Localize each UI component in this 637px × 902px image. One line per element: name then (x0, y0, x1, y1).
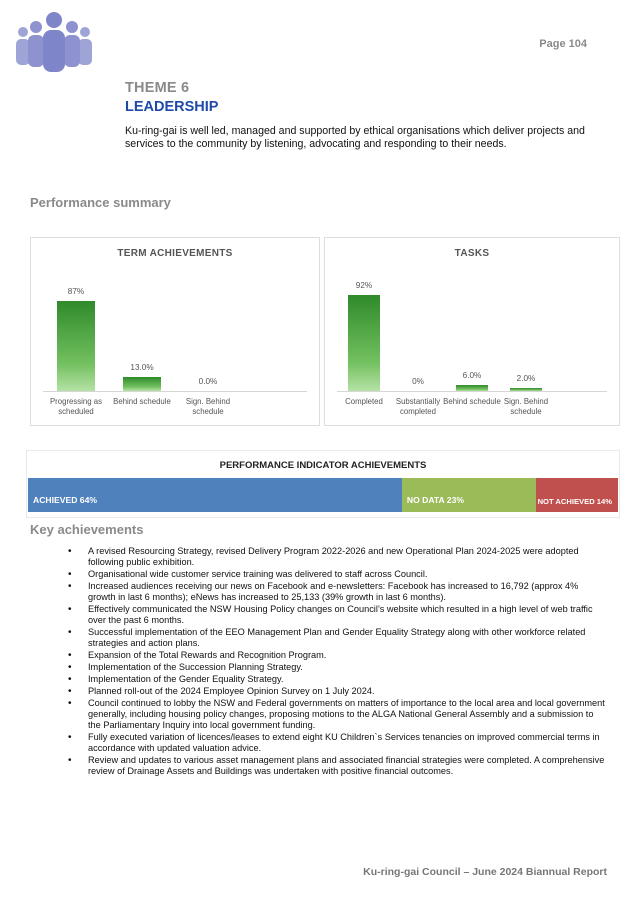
stacked-bar-segment (402, 478, 536, 512)
list-item: • Review and updates to various asset management plans and associated financial strategies were completed. A comprehensive review of Drainage Assets and Buildings was undertaken with positive financial outcomes. (68, 755, 608, 777)
report-footer: Ku-ring-gai Council – June 2024 Biannual Report (363, 866, 607, 878)
list-item: • Expansion of the Total Rewards and Recognition Program. (68, 650, 608, 661)
page-number: Page 104 (539, 38, 587, 50)
data-label: 87% (67, 286, 85, 296)
data-label: 0% (412, 377, 424, 386)
category-label: Progressing as scheduled (49, 397, 102, 416)
list-item: • Council continued to lobby the NSW and Federal governments on matters of importance to the local area and local government generally, including housing policy changes, proposing motions to the ALGA National General Assembly and a submission to the Parliamentary Inquiry into local government funding. (68, 698, 608, 731)
segment-label: NO DATA 23% (406, 495, 464, 505)
category-label: Substantially completed (395, 397, 441, 416)
data-label: 0.0% (198, 377, 218, 386)
chart-title: TASKS (454, 248, 490, 259)
data-label: 6.0% (462, 370, 482, 380)
key-achievements-list (68, 546, 608, 778)
list-item: • Implementation of the Gender Equality Strategy. (68, 674, 608, 685)
segment-label: ACHIEVED 64% (33, 495, 97, 505)
tasks-chart (324, 237, 620, 426)
bar (57, 301, 95, 391)
theme-number: THEME 6 (125, 80, 190, 96)
data-label: 13.0% (130, 363, 154, 373)
bar (348, 295, 380, 391)
data-label: 92% (355, 281, 373, 291)
list-item: • Organisational wide customer service training was delivered to staff across Council. (68, 569, 608, 580)
list-item: • Successful implementation of the EEO Management Plan and Gender Equality Strategy along with other workforce related strategies and action plans. (68, 627, 608, 649)
bar (510, 388, 542, 391)
category-label: Behind schedule (443, 397, 501, 406)
performance-indicator-chart (26, 450, 620, 518)
theme-name: LEADERSHIP (125, 99, 219, 115)
term-achievements-chart (30, 237, 320, 426)
data-label: 2.0% (516, 374, 536, 383)
list-item: • Implementation of the Succession Planning Strategy. (68, 662, 608, 673)
list-item: • Effectively communicated the NSW Housing Policy changes on Council’s website which resulted in a high level of web traffic over the past 6 months. (68, 604, 608, 626)
key-achievements-heading: Key achievements (30, 522, 144, 537)
list-item: • Increased audiences receiving our news on Facebook and e-newsletters: Facebook has increased to 16,792 (approx 4% growth in last 6 months); eNews has increased to 25,133 (39% growth in last 6 months). (68, 581, 608, 603)
segment-label: NOT ACHIEVED 14% (537, 497, 612, 506)
x-axis-line (337, 391, 607, 392)
bar (123, 377, 161, 391)
category-label: Behind schedule (113, 397, 171, 406)
theme-header (125, 80, 585, 151)
category-label: Sign. Behind schedule (185, 397, 231, 416)
chart-title: PERFORMANCE INDICATOR ACHIEVEMENTS (219, 460, 427, 471)
bar (456, 385, 488, 391)
list-item: • Fully executed variation of licences/leases to extend eight KU Children`s Services tenancies on improved commercial terms in accordance with updated valuation advice. (68, 732, 608, 754)
stacked-bar-segment (536, 478, 618, 512)
performance-summary-heading: Performance summary (30, 195, 171, 210)
category-label: Completed (345, 397, 383, 406)
theme-description: Ku-ring-gai is well led, managed and supported by ethical organisations which deliver projects and services to the community by listening, advocating and responding to their needs. (125, 125, 585, 150)
list-item: • A revised Resourcing Strategy, revised Delivery Program 2022-2026 and new Operational Plan 2024-2025 were adopted following public exhibition. (68, 546, 608, 568)
people-group-icon (14, 10, 94, 74)
x-axis-line (43, 391, 307, 392)
category-label: Sign. Behind schedule (503, 397, 549, 416)
list-item: • Planned roll-out of the 2024 Employee Opinion Survey on 1 July 2024. (68, 686, 608, 697)
chart-title: TERM ACHIEVEMENTS (117, 248, 233, 259)
stacked-bar-segment (28, 478, 402, 512)
